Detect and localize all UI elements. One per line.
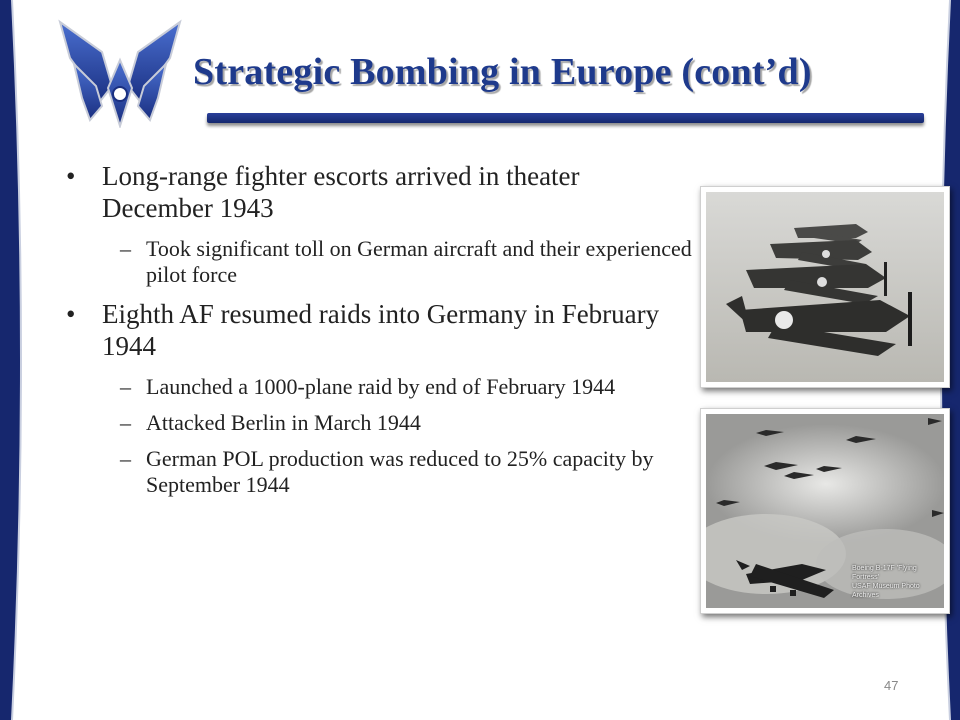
- sub-bullet-text: Attacked Berlin in March 1944: [146, 410, 421, 435]
- fighter-planes-image: [706, 192, 944, 382]
- sub-bullet-text: Took significant toll on German aircraft and their experienced pilot force: [146, 236, 692, 287]
- bullet-item: [66, 298, 696, 362]
- sub-bullet-marker: –: [120, 410, 131, 435]
- bullet-list: [66, 160, 696, 508]
- air-force-logo-icon: [40, 8, 200, 128]
- photo-caption: [852, 564, 936, 600]
- caption-line: Boeing B-17F 'Flying Fortress': [852, 565, 917, 581]
- sub-bullet-item: [66, 236, 696, 288]
- slide-title: Strategic Bombing in Europe (cont’d): [193, 51, 812, 93]
- left-decorative-band: [0, 0, 34, 720]
- caption-line: USAF Museum Photo Archives: [852, 583, 920, 599]
- sub-bullet-marker: –: [120, 236, 131, 261]
- bullet-marker: •: [66, 161, 76, 191]
- sub-bullet-text: German POL production was reduced to 25% capacity by September 1944: [146, 446, 654, 497]
- sub-bullet-text: Launched a 1000-plane raid by end of February 1944: [146, 374, 616, 399]
- sub-bullet-item: [66, 374, 696, 400]
- b17-bombers-photo: [700, 408, 950, 614]
- title-underline: [207, 113, 924, 123]
- page-number: 47: [884, 678, 899, 693]
- bullet-text: Eighth AF resumed raids into Germany in February 1944: [102, 299, 660, 361]
- sub-bullet-marker: –: [120, 374, 131, 399]
- bullet-marker: •: [66, 299, 76, 329]
- sub-bullet-item: [66, 410, 696, 436]
- bullet-item: [66, 160, 696, 224]
- sub-bullet-item: [66, 446, 696, 498]
- sub-bullet-marker: –: [120, 446, 131, 471]
- bullet-text: Long-range fighter escorts arrived in theater December 1943: [102, 161, 580, 223]
- p47-fighters-photo: [700, 186, 950, 388]
